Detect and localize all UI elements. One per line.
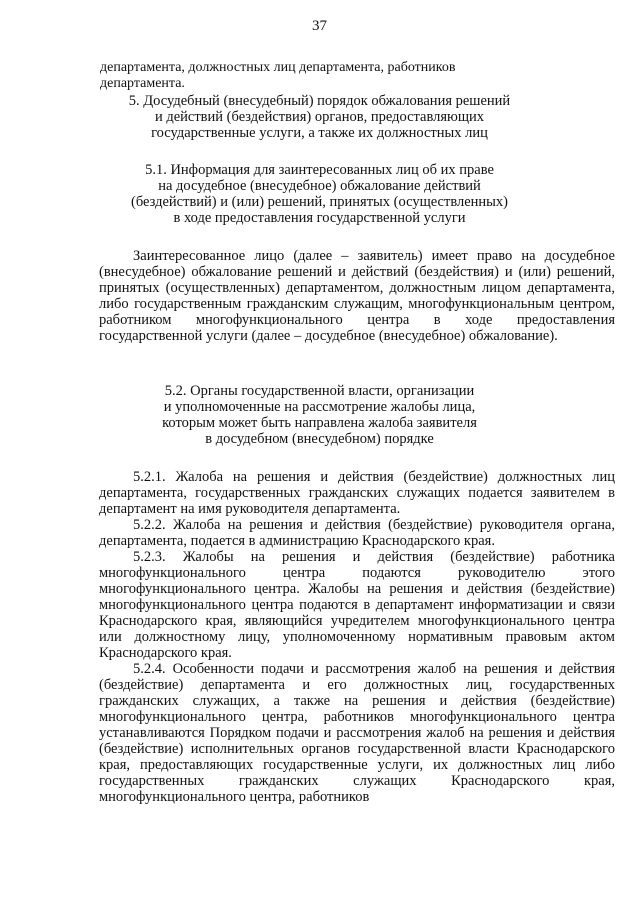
- paragraph-5-2-2: 5.2.2. Жалоба на решения и действия (бездействие) руководителя органа, департамента, подается в администрацию Краснодарского края.: [99, 517, 615, 549]
- heading-line: в ходе предоставления государственной услуги: [173, 210, 466, 226]
- heading-line: (бездействий) и (или) решений, принятых (осуществленных): [131, 194, 508, 210]
- section-5-heading: [0, 93, 639, 141]
- heading-line: которым может быть направлена жалоба заявителя: [162, 415, 477, 431]
- section-5-2-heading: [0, 383, 639, 447]
- paragraph-5-2-3: 5.2.3. Жалобы на решения и действия (бездействие) работника многофункционального центра подаются руководителю этого многофункционального центра. Жалобы на решения и действия (бездействие) многофункционального центра подаются в департамент информатизации и связи Краснодарского края, являющийся учредителем многофункционального центра или должностному лицу, уполномоченному нормативным правовым актом Краснодарского края.: [99, 549, 615, 661]
- paragraph-5-2-4: 5.2.4. Особенности подачи и рассмотрения жалоб на решения и действия (бездействие) департамента и его должностных лиц, государственных гражданских служащих, а также на решения и действия (бездействие) многофункционального центра, работников многофункционального центра устанавливаются Порядком подачи и рассмотрения жалоб на решения и действия (бездействие) исполнительных органов государственной власти Краснодарского края, предоставляющих государственные услуги, их должностных лиц либо государственных гражданских служащих Краснодарского края, многофункционального центра, работников: [99, 661, 615, 805]
- heading-line: 5. Досудебный (внесудебный) порядок обжалования решений: [128, 93, 511, 109]
- heading-line: 5.1. Информация для заинтересованных лиц об их праве: [145, 162, 494, 178]
- heading-line: 5.2. Органы государственной власти, организации: [164, 383, 475, 399]
- heading-line: и действий (бездействия) органов, предоставляющих: [154, 109, 485, 125]
- heading-line: государственные услуги, а также их должностных лиц: [151, 125, 488, 141]
- paragraph: Заинтересованное лицо (далее – заявитель) имеет право на досудебное (внесудебное) обжалование решений и действий (бездействия) и (или) решений, принятых (осуществленных) департаментом, должностным лицом департамента, либо государственным гражданским служащим, многофункциональным центром, работником многофункционального центра в ходе предоставления государственной услуги (далее – досудебное (внесудебное) обжалование).: [99, 248, 615, 344]
- heading-line: на досудебное (внесудебное) обжалование действий: [158, 178, 481, 194]
- heading-line: и уполномоченные на рассмотрение жалобы лица,: [163, 399, 476, 415]
- page-number: 37: [312, 18, 327, 34]
- continued-line: департамента, должностных лиц департамента, работников департамента.: [100, 60, 456, 91]
- section-5-1-heading: [0, 162, 639, 226]
- section-5-2-body: [99, 469, 615, 805]
- section-5-1-body: [99, 248, 615, 344]
- heading-line: в досудебном (внесудебном) порядке: [205, 431, 434, 447]
- paragraph-5-2-1: 5.2.1. Жалоба на решения и действия (бездействие) должностных лиц департамента, государственных гражданских служащих подается заявителем в департамент на имя руководителя департамента.: [99, 469, 615, 517]
